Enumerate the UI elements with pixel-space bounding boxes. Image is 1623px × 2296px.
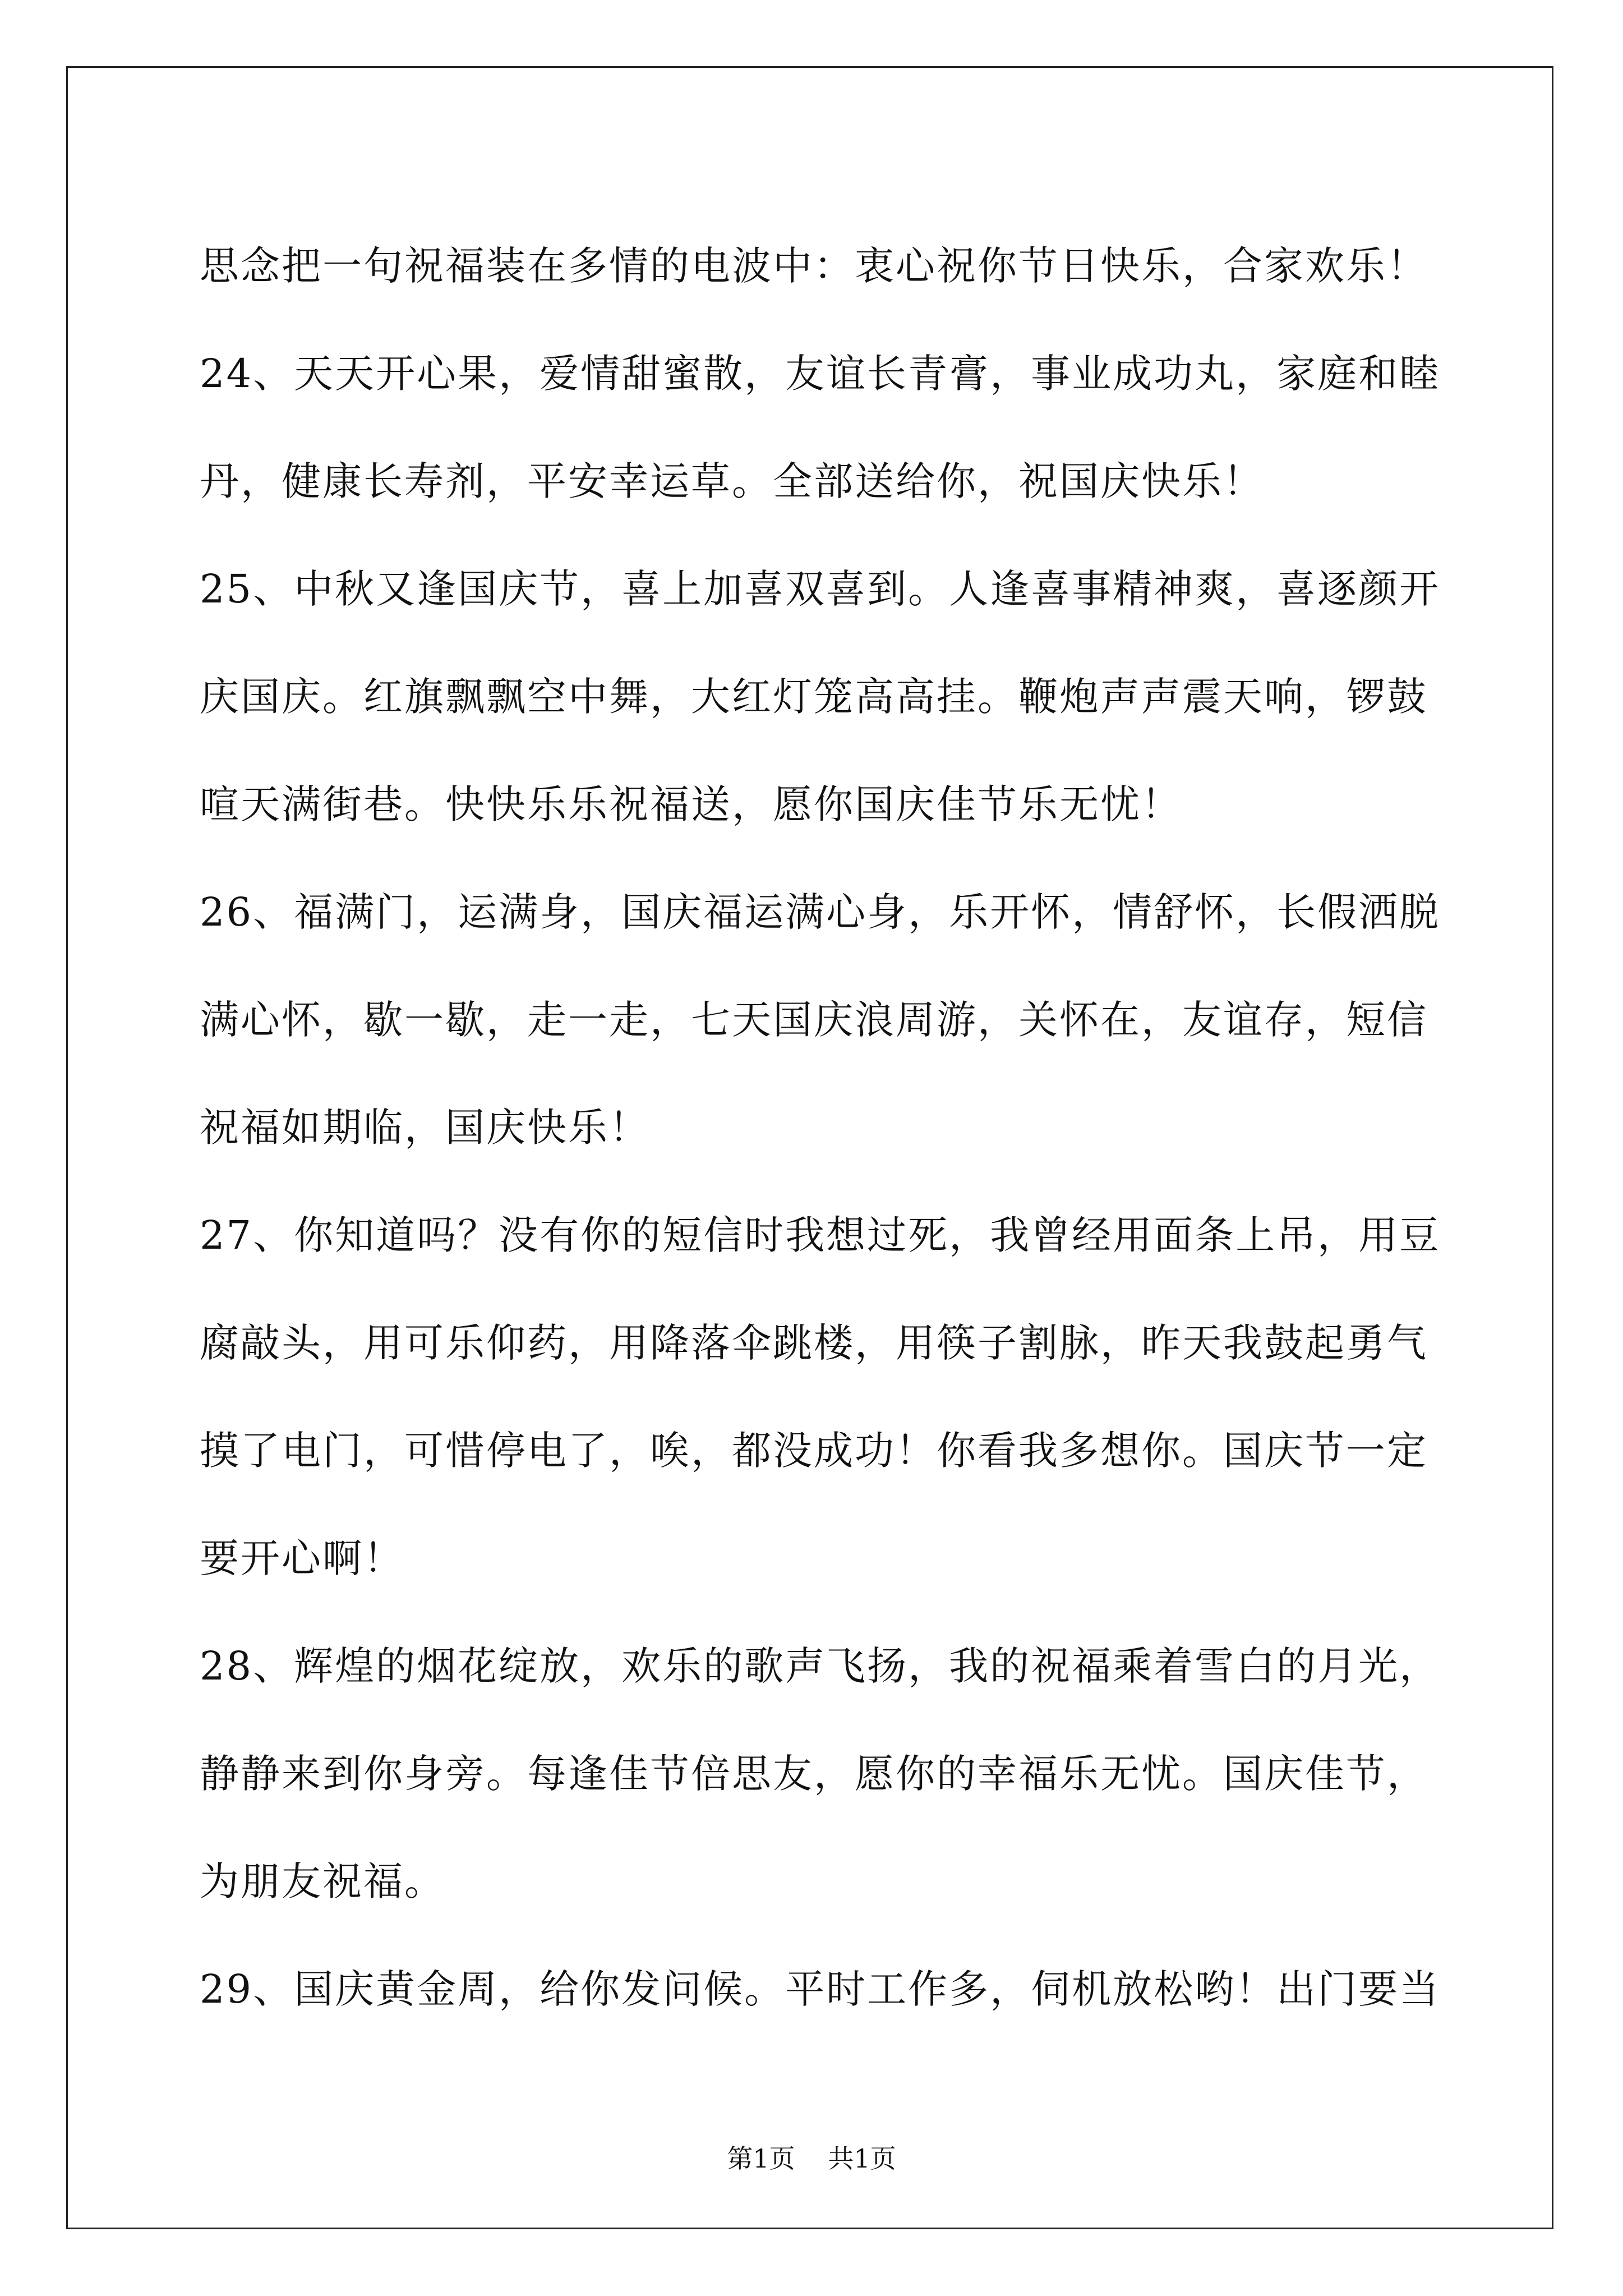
text-line: 满心怀，歇一歇，走一走，七天国庆浪周游，关怀在，友谊存，短信 [200, 997, 1428, 1043]
page-total: 共1页 [828, 2143, 896, 2174]
text-line: 静静来到你身旁。每逢佳节倍思友，愿你的幸福乐无忧。国庆佳节， [200, 1751, 1428, 1797]
document-body [200, 212, 1441, 2043]
text-line: 腐敲头，用可乐仰药，用降落伞跳楼，用筷子割脉，昨天我鼓起勇气 [200, 1320, 1428, 1366]
text-line: 要开心啊！ [200, 1535, 404, 1581]
text-line: 25、中秋又逢国庆节，喜上加喜双喜到。人逢喜事精神爽，喜逐颜开 [200, 566, 1441, 612]
text-line: 喧天满街巷。快快乐乐祝福送，愿你国庆佳节乐无忧！ [200, 781, 1182, 827]
text-line: 庆国庆。红旗飘飘空中舞，大红灯笼高高挂。鞭炮声声震天响，锣鼓 [200, 674, 1428, 720]
text-line: 丹，健康长寿剂，平安幸运草。全部送给你，祝国庆快乐！ [200, 458, 1264, 504]
page-number: 第1页 [727, 2143, 795, 2174]
text-line: 27、你知道吗？没有你的短信时我想过死，我曾经用面条上吊，用豆 [200, 1212, 1441, 1258]
text-line: 祝福如期临，国庆快乐！ [200, 1105, 650, 1151]
text-line: 29、国庆黄金周，给你发问候。平时工作多，伺机放松哟！出门要当 [200, 1966, 1441, 2012]
text-line: 24、天天开心果，爱情甜蜜散，友谊长青膏，事业成功丸，家庭和睦 [200, 351, 1441, 397]
text-line: 为朋友祝福。 [200, 1858, 445, 1904]
text-line: 摸了电门，可惜停电了，唉，都没成功！你看我多想你。国庆节一定 [200, 1428, 1428, 1474]
text-line: 28、辉煌的烟花绽放，欢乐的歌声飞扬，我的祝福乘着雪白的月光， [200, 1643, 1441, 1689]
text-line: 26、福满门，运满身，国庆福运满心身，乐开怀，情舒怀，长假洒脱 [200, 889, 1441, 935]
text-line: 思念把一句祝福装在多情的电波中：衷心祝你节日快乐，合家欢乐！ [200, 243, 1428, 289]
page-footer [0, 2142, 1623, 2175]
